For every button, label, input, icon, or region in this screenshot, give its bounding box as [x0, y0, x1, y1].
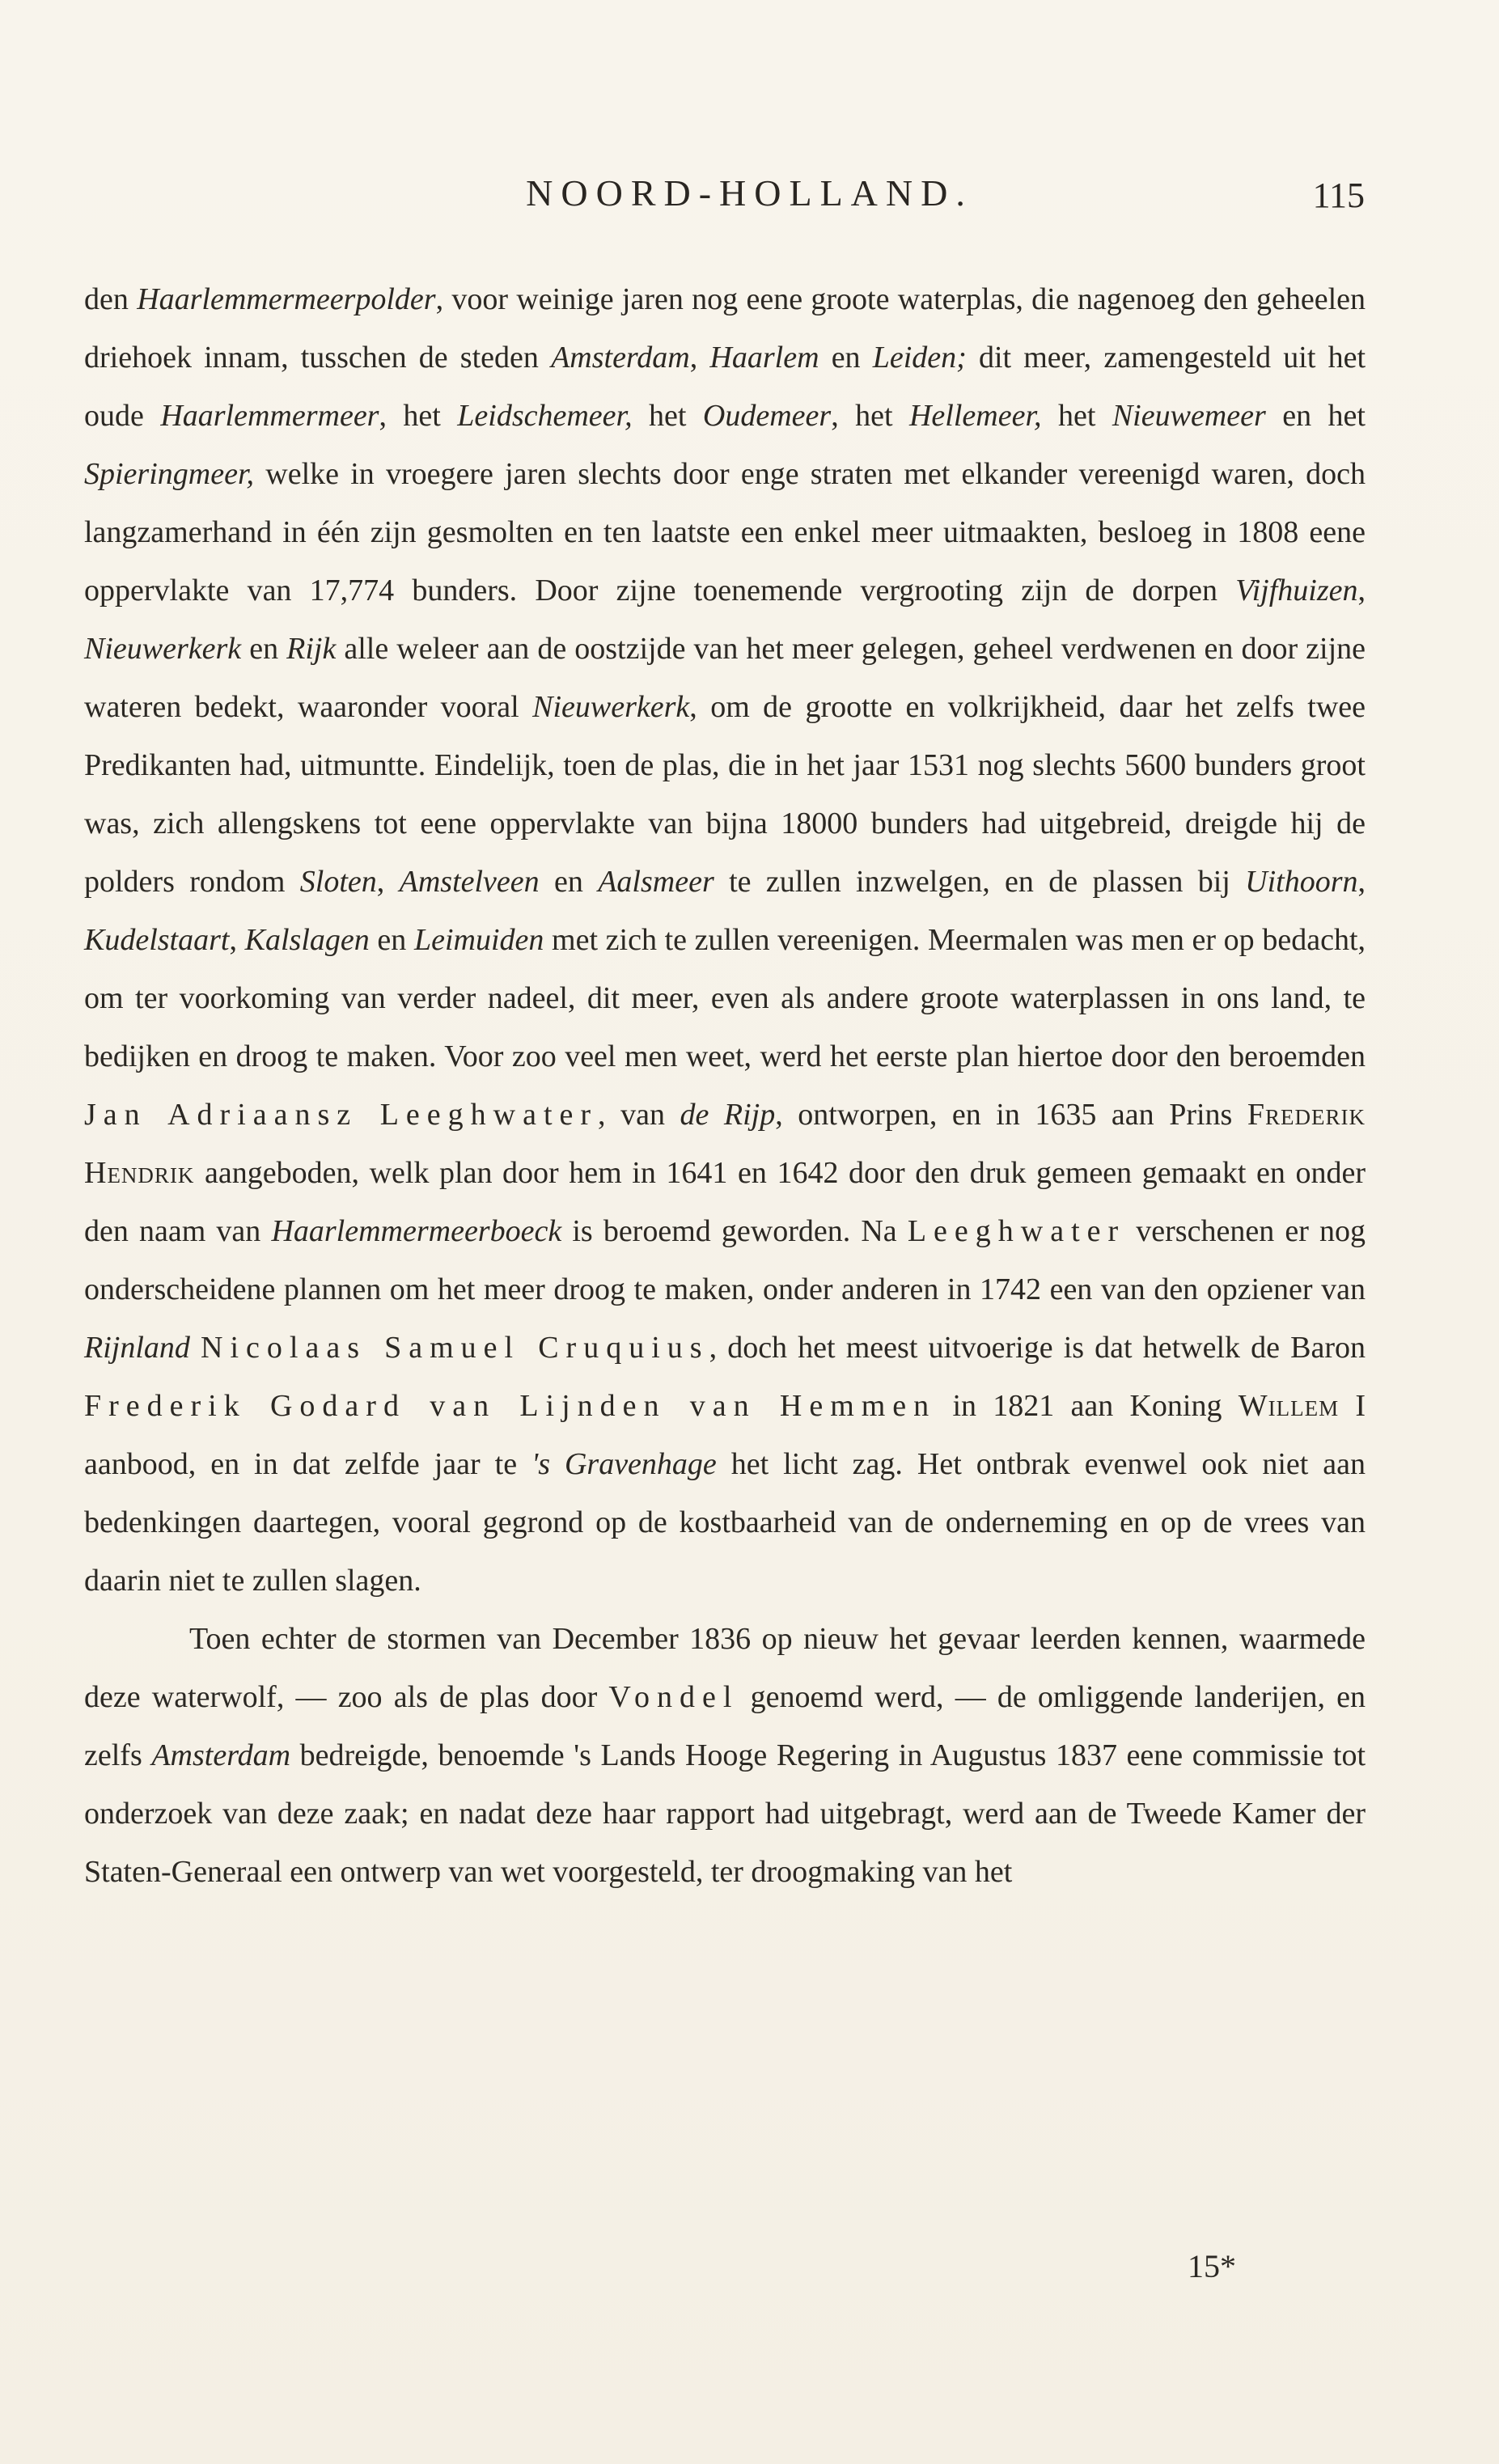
page-header: [0, 171, 1499, 220]
paragraph-1: den Haarlemmermeerpolder, voor weinige jaren nog eene groote waterplas, die nagenoeg den geheelen driehoek innam, tusschen de steden Amsterdam, Haarlem en Leiden; dit meer, zamengesteld uit het oude Haarlemmermeer, het Leidschemeer, het Oudemeer, het Hellemeer, het Nieuwemeer en het Spieringmeer, welke in vroegere jaren slechts door enge straten met elkander vereenigd waren, doch langzamerhand in één zijn gesmolten en ten laatste een enkel meer uitmaakten, besloeg in 1808 eene oppervlakte van 17,774 bunders. Door zijne toenemende vergrooting zijn de dorpen Vijfhuizen, Nieuwerkerk en Rijk alle weleer aan de oostzijde van het meer gelegen, geheel verdwenen en door zijne wateren bedekt, waaronder vooral Nieuwerkerk, om de grootte en volkrijkheid, daar het zelfs twee Predikanten had, uitmuntte. Eindelijk, toen de plas, die in het jaar 1531 nog slechts 5600 bunders groot was, zich allengskens tot eene oppervlakte van bijna 18000 bunders had uitgebreid, dreigde hij de polders rondom Sloten, Amstelveen en Aalsmeer te zullen inzwelgen, en de plassen bij Uithoorn, Kudelstaart, Kalslagen en Leimuiden met zich te zullen vereenigen. Meermalen was men er op bedacht, om ter voorkoming van verder nadeel, dit meer, even als andere groote waterplassen in ons land, te bedijken en droog te maken. Voor zoo veel men weet, werd het eerste plan hiertoe door den beroemden Jan Adriaansz Leeghwater, van de Rijp, ontworpen, en in 1635 aan Prins Frederik Hendrik aangeboden, welk plan door hem in 1641 en 1642 door den druk gemeen gemaakt en onder den naam van Haarlemmermeerboeck is beroemd geworden. Na Leeghwater verschenen er nog onderscheidene plannen om het meer droog te maken, onder anderen in 1742 een van den opziener van Rijnland Nicolaas Samuel Cruquius, doch het meest uitvoerige is dat hetwelk de Baron Frederik Godard van Lijnden van Hemmen in 1821 aan Koning Willem I aanbood, en in dat zelfde jaar te 's Gravenhage het licht zag. Het ontbrak evenwel ook niet aan bedenkingen daartegen, vooral gegrond op de kostbaarheid van de onderneming en op de vrees van daarin niet te zullen slagen.: [84, 282, 1366, 1598]
signature-mark: 15*: [1188, 2248, 1236, 2284]
body-text: [84, 270, 1366, 1901]
running-title: NOORD-HOLLAND.: [526, 172, 973, 214]
page-number: 115: [1312, 176, 1365, 215]
paragraph-2: Toen echter de stormen van December 1836 op nieuw het gevaar leerden kennen, waarmede deze waterwolf, — zoo als de plas door Vondel genoemd werd, — de omliggende landerijen, en zelfs Amsterdam bedreigde, benoemde 's Lands Hooge Regering in Augustus 1837 eene commissie tot onderzoek van deze zaak; en nadat deze haar rapport had uitgebragt, werd aan de Tweede Kamer der Staten-Generaal een ontwerp van wet voorgesteld, ter droogmaking van het: [84, 1622, 1366, 1889]
